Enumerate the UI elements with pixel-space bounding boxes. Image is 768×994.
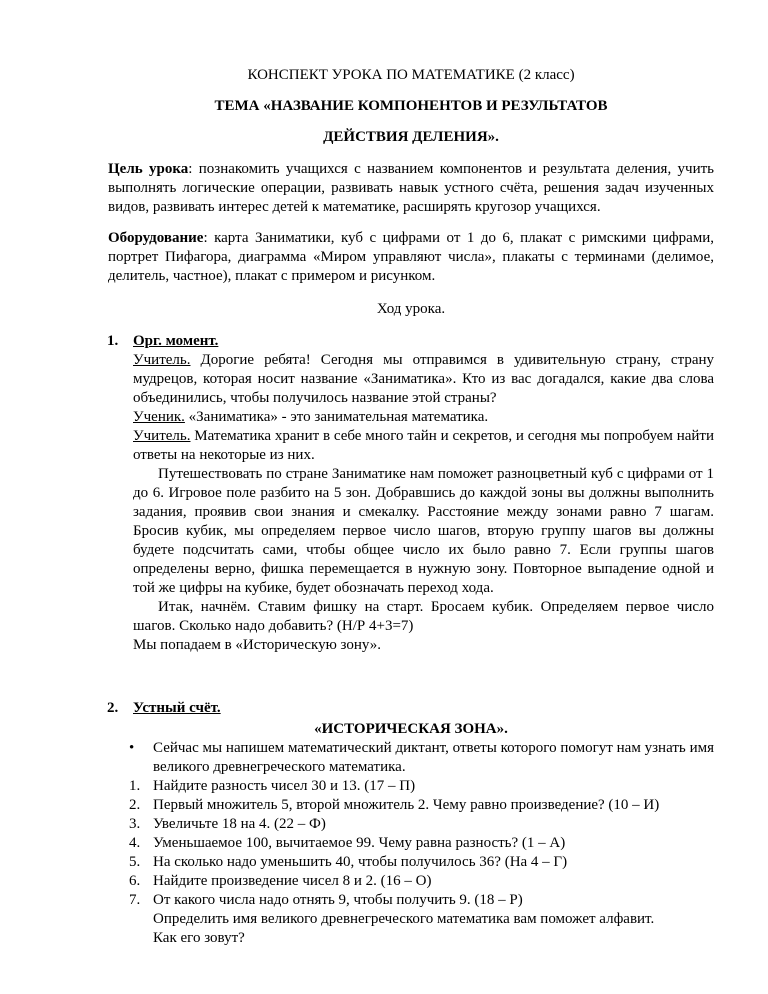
teacher-text-1: Дорогие ребята! Сегодня мы отправимся в удивительную страну, страну мудрецов, которая носит название «Заниматика». Кто из вас догадался, какие два слова объединились, чтобы получилось название этой страны?	[133, 352, 714, 406]
student-label: Ученик.	[133, 409, 185, 425]
bullet-text: Сейчас мы напишем математический диктант, ответы которого помогут нам узнать имя великого древнегреческого математика.	[153, 740, 714, 775]
task-text: Первый множитель 5, второй множитель 2. Чему равно произведение? (10 – И)	[153, 797, 660, 813]
task-item	[129, 777, 714, 796]
section-1-heading	[108, 332, 714, 351]
equipment-label: Оборудование	[108, 230, 204, 246]
section-1-number: 1.	[107, 333, 119, 349]
task-number: 5.	[129, 854, 141, 870]
header-line-2: ТЕМА «НАЗВАНИЕ КОМПОНЕНТОВ И РЕЗУЛЬТАТОВ	[214, 98, 608, 114]
header-line-3: ДЕЙСТВИЯ ДЕЛЕНИЯ».	[323, 129, 499, 145]
header-line-1: КОНСПЕКТ УРОКА ПО МАТЕМАТИКЕ (2 класс)	[247, 67, 575, 83]
equipment-paragraph	[108, 229, 714, 286]
task-text: Уменьшаемое 100, вычитаемое 99. Чему равна разность? (1 – А)	[153, 835, 566, 851]
task-item	[129, 815, 714, 834]
goal-paragraph	[108, 160, 714, 217]
teacher-remark-2	[133, 427, 714, 465]
section-1-body	[133, 351, 714, 655]
course-heading: Ход урока.	[376, 301, 446, 317]
question-name: Как его зовут?	[153, 930, 245, 946]
task-number: 3.	[129, 816, 141, 832]
bullet-item	[129, 739, 714, 777]
section-1	[108, 332, 714, 655]
task-item	[129, 891, 714, 910]
task-number: 2.	[129, 797, 141, 813]
teacher-label: Учитель.	[133, 352, 191, 368]
alphabet-hint: Определить имя великого древнегреческого математика вам поможет алфавит.	[153, 911, 655, 927]
student-remark	[133, 408, 714, 427]
goal-label: Цель урока	[108, 161, 189, 177]
section-2-heading	[108, 699, 714, 718]
document-content	[108, 60, 714, 948]
student-text: «Заниматика» - это занимательная математика.	[184, 409, 489, 425]
section-2-title: Устный счёт.	[133, 700, 221, 716]
task-item	[129, 796, 714, 815]
task-number: 4.	[129, 835, 141, 851]
task-number: 1.	[129, 778, 141, 794]
task-item	[129, 853, 714, 872]
task-text: Найдите разность чисел 30 и 13. (17 – П)	[153, 778, 416, 794]
task-text: Увеличьте 18 на 4. (22 – Ф)	[153, 816, 326, 832]
section-2-number: 2.	[107, 700, 119, 716]
task-text: Найдите произведение чисел 8 и 2. (16 – О)	[153, 873, 432, 889]
section-1-title: Орг. момент.	[133, 333, 219, 349]
zone-title: «ИСТОРИЧЕСКАЯ ЗОНА».	[314, 721, 508, 737]
task-number: 6.	[129, 873, 141, 889]
teacher-text-2: Математика хранит в себе много тайн и секретов, и сегодня мы попробуем найти ответы на некоторые из них.	[133, 428, 714, 463]
task-text: На сколько надо уменьшить 40, чтобы получилось 36? (На 4 – Г)	[153, 854, 568, 870]
task-text: От какого числа надо отнять 9, чтобы получить 9. (18 – Р)	[153, 892, 523, 908]
task-number: 7.	[129, 892, 141, 908]
task-item	[129, 872, 714, 891]
goal-text: : познакомить учащихся с названием компонентов и результата деления, учить выполнять логические операции, развивать навык устного счёта, решения задач изученных видов, развивать интерес детей к математике, расширять кругозор учащихся.	[108, 161, 714, 215]
zone-arrival-paragraph: Мы попадаем в «Историческую зону».	[133, 637, 382, 653]
task-list	[108, 777, 714, 910]
game-rules-paragraph: Путешествовать по стране Заниматике нам поможет разноцветный куб с цифрами от 1 до 6. Игровое поле разбито на 5 зон. Добравшись до каждой зоны вы должны выполнить задания, проявив свои знания и смекалку. Расстояние между зонами равно 7 шагам. Бросив кубик, мы определяем первое число шагов, вторую группу шагов вы должны будете подсчитать сами, чтобы общее число их было равно 7. Если группы шагов определены верно, фишка перемещается в нужную зону. Повторное выпадение одной и той же цифры на кубике, будет обозначать переход хода.	[133, 466, 714, 596]
bullet-icon: •	[129, 740, 135, 756]
teacher-remark-1	[133, 351, 714, 408]
task-item	[129, 834, 714, 853]
teacher-label-2: Учитель.	[133, 428, 191, 444]
equipment-text: : карта Заниматики, куб с цифрами от 1 до 6, плакат с римскими цифрами, портрет Пифагора, диаграмма «Миром управляют числа», плакаты с терминами (делимое, делитель, частное), плакат с примером и рисунком.	[108, 230, 714, 284]
section-2	[108, 699, 714, 948]
start-paragraph: Итак, начнём. Ставим фишку на старт. Бросаем кубик. Определяем первое число шагов. Сколько надо добавить? (Н/Р 4+3=7)	[133, 599, 714, 634]
